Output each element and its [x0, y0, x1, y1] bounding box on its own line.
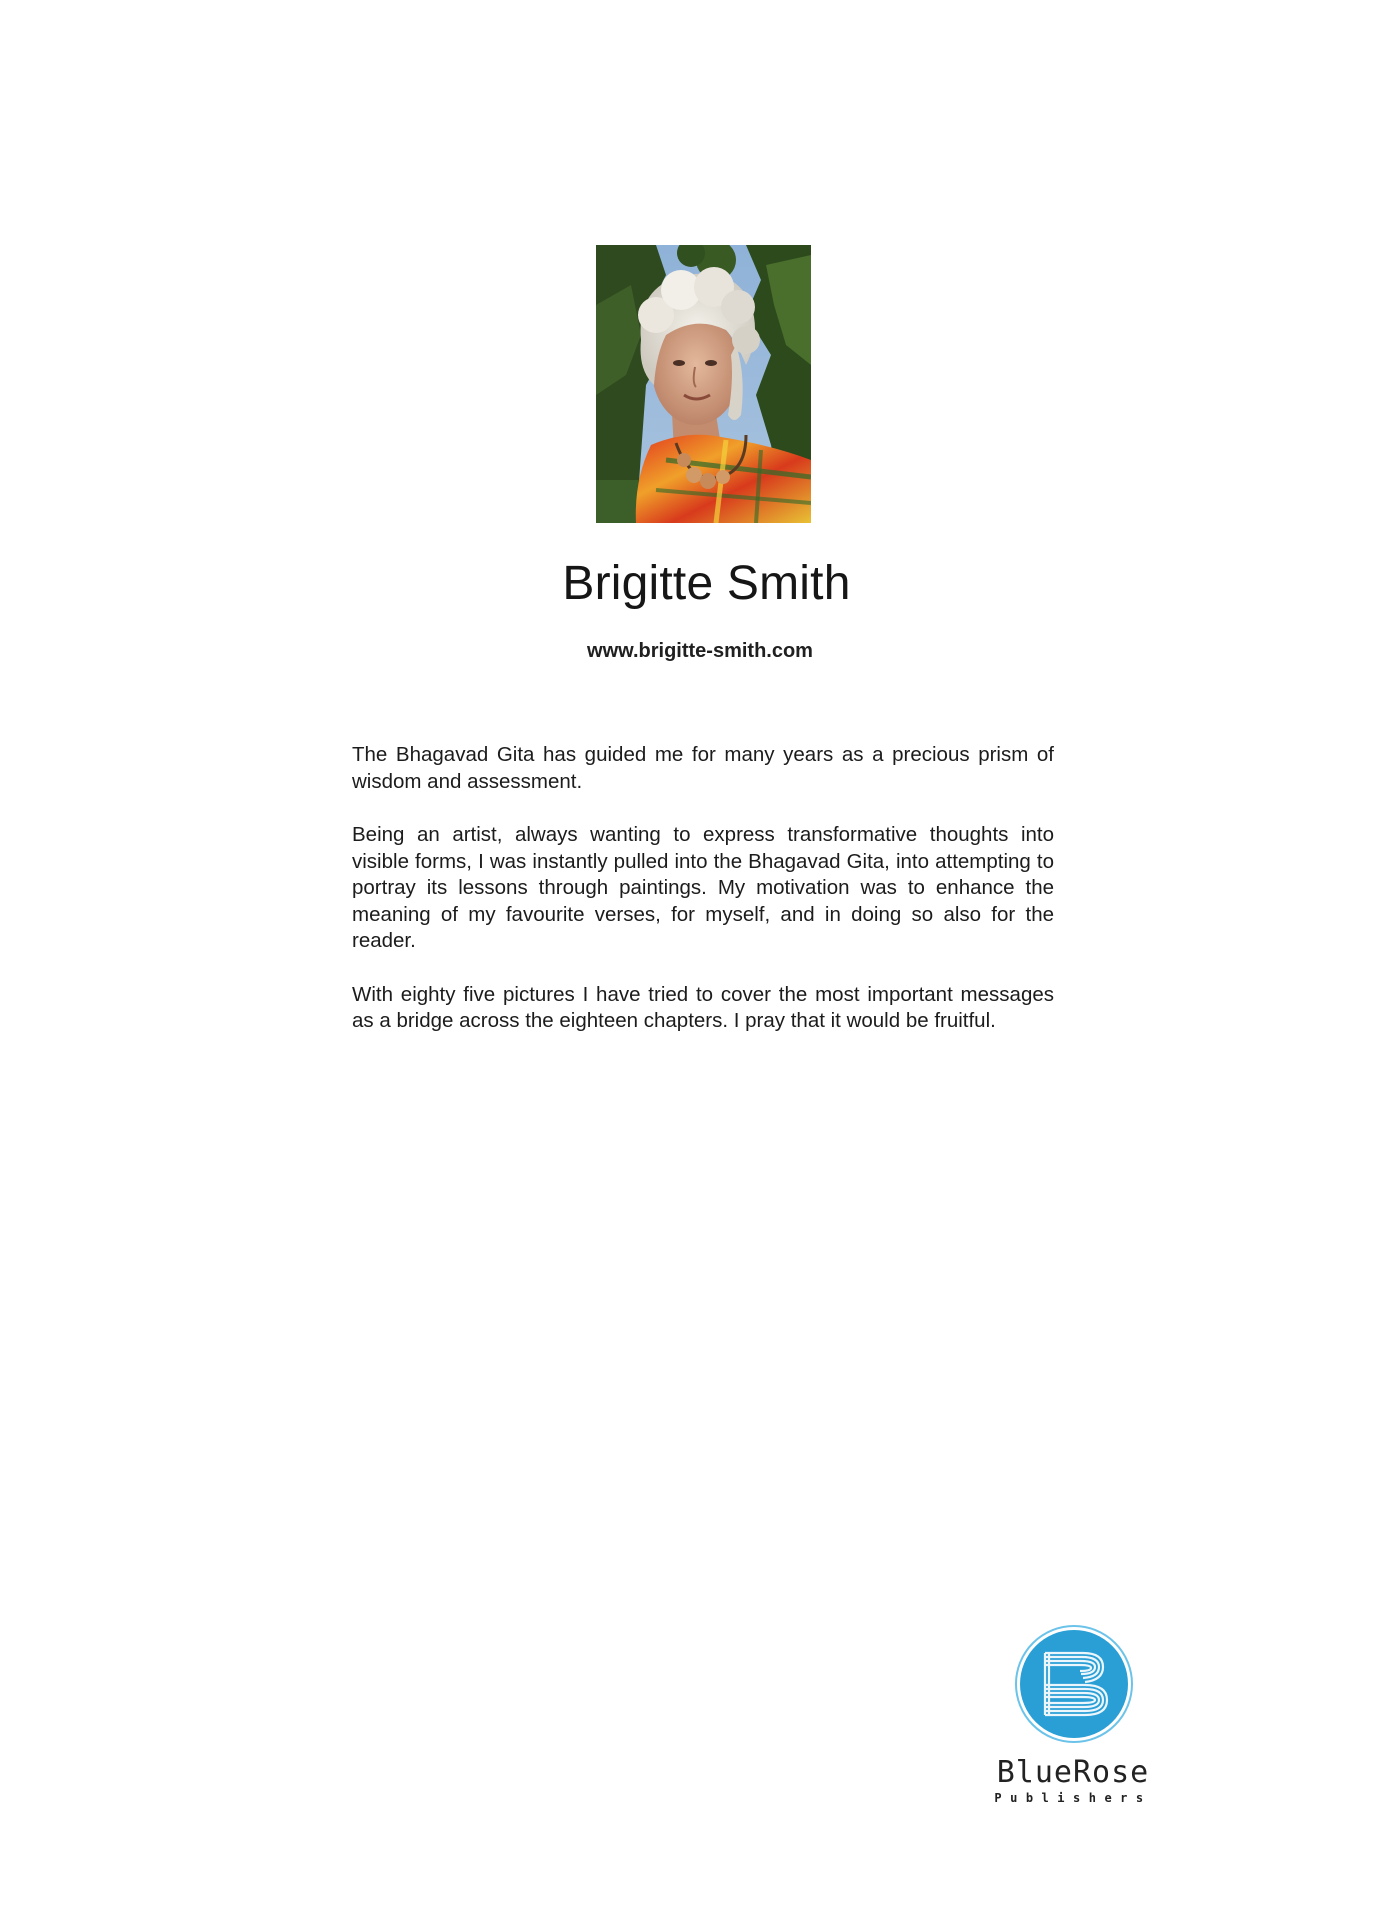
author-bio: [352, 742, 1054, 1062]
bio-paragraph: The Bhagavad Gita has guided me for many years as a precious prism of wisdom and assessment.: [352, 743, 1054, 793]
bluerose-b-logo-icon: [1015, 1625, 1133, 1743]
publisher-tagline: Publishers: [994, 1791, 1152, 1805]
author-portrait-photo: [596, 245, 811, 523]
publisher-name: BlueRose: [996, 1755, 1150, 1790]
publisher-logo: [983, 1625, 1173, 1810]
bio-paragraph: With eighty five pictures I have tried to cover the most important messages as a bridge across the eighteen chapters. I pray that it would be fruitful.: [352, 982, 1054, 1032]
author-website-link[interactable]: www.brigitte-smith.com: [587, 640, 813, 662]
bio-paragraph: Being an artist, always wanting to express transformative thoughts into visible forms, I was instantly pulled into the Bhagavad Gita, into attempting to portray its lessons through paintings. My motivation was to enhance the meaning of my favourite verses, for myself, and in doing so also for the reader.: [352, 823, 1054, 952]
author-name: Brigitte Smith: [562, 557, 851, 610]
